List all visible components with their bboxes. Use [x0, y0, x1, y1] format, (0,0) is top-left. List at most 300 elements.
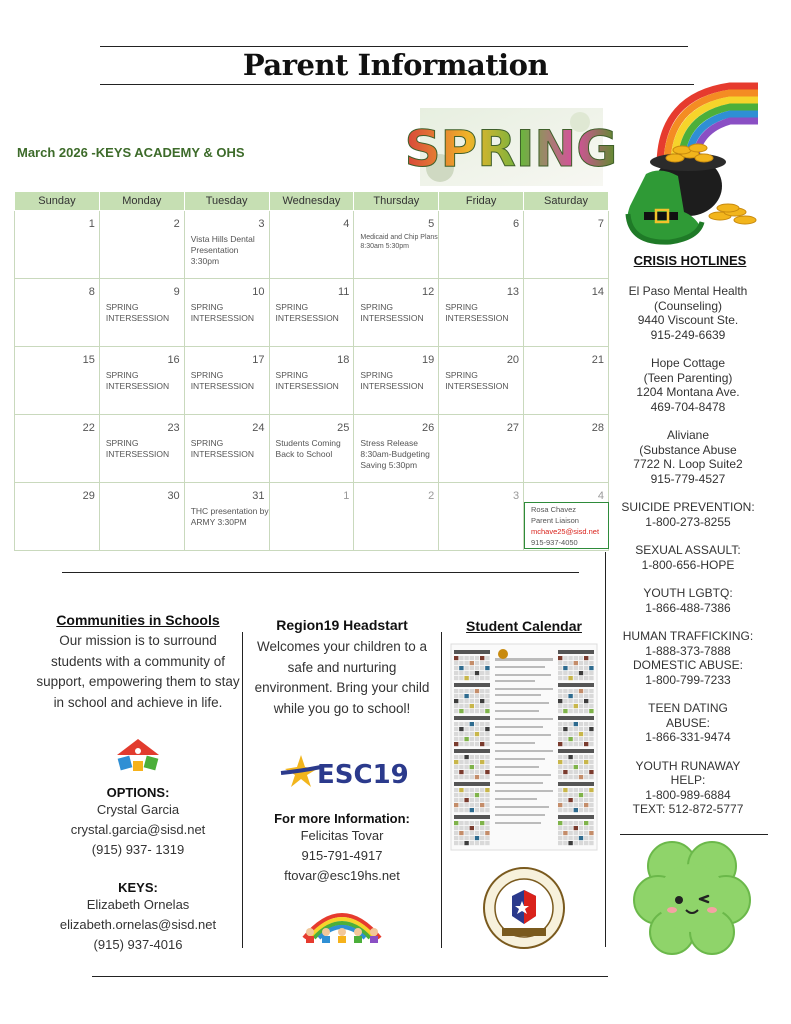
mini-month-day [485, 656, 489, 660]
mini-month-day [584, 836, 588, 840]
mini-month-day [574, 704, 578, 708]
mini-month-day [485, 689, 489, 693]
weekday-monday: Monday [99, 192, 184, 211]
hotline-line: SEXUAL ASSAULT: [635, 543, 741, 557]
mini-month-day [464, 676, 468, 680]
mini-month-day [485, 661, 489, 665]
event-intersession: SPRING INTERSESSION [275, 302, 339, 323]
mini-month-day [470, 821, 474, 825]
mini-month-day [574, 732, 578, 736]
mini-month-day [568, 656, 572, 660]
mini-month-day [589, 770, 593, 774]
mini-month-day [459, 722, 463, 726]
mini-month-day [454, 831, 458, 835]
hotline-line: SUICIDE PREVENTION: [621, 500, 755, 514]
week-row [15, 211, 609, 279]
mini-month-day [480, 788, 484, 792]
mini-month-day [485, 808, 489, 812]
mini-month-day [459, 760, 463, 764]
hotline-line: 9440 Viscount Ste. [637, 313, 739, 327]
mini-month-day [459, 788, 463, 792]
mini-month-day [558, 732, 562, 736]
day-cell [439, 211, 524, 279]
mini-month-day [459, 836, 463, 840]
keys-contact-phone: (915) 937-4016 [93, 937, 183, 952]
event-stress-release: Stress Release 8:30am-Budgeting Saving 5:30pm [360, 438, 430, 470]
mini-month-day [579, 694, 583, 698]
hotline-line: 1-800-273-8255 [645, 514, 731, 529]
weekday-thursday: Thursday [354, 192, 439, 211]
mini-month-day [470, 836, 474, 840]
mini-month-day [589, 661, 593, 665]
day-cell [184, 211, 269, 279]
title-bottom-rule [100, 84, 694, 85]
mini-month-day [579, 699, 583, 703]
mini-month-day [589, 732, 593, 736]
mini-month-day [563, 704, 567, 708]
mini-month-day [568, 803, 572, 807]
mini-month-day [558, 709, 562, 713]
mini-month-day [454, 737, 458, 741]
mini-month-day [475, 737, 479, 741]
page-title: Parent Information [242, 48, 549, 82]
mini-month-day [579, 742, 583, 746]
day-cell [99, 483, 184, 551]
mini-month-day [584, 737, 588, 741]
mini-month-day [454, 709, 458, 713]
mini-month-day [558, 727, 562, 731]
mini-month-day [563, 722, 567, 726]
mini-month-day [584, 709, 588, 713]
mini-month-day [485, 821, 489, 825]
hotline-line: 915-779-4527 [650, 471, 726, 486]
weekday-tuesday: Tuesday [184, 192, 269, 211]
mini-month-day [485, 699, 489, 703]
mini-month-day [480, 770, 484, 774]
hotline-line: Aliviane [666, 428, 710, 442]
day-cell [524, 347, 609, 415]
mini-month-day [454, 656, 458, 660]
mini-month-day [558, 765, 562, 769]
hotline-hope-cottage [608, 356, 768, 414]
mini-month-day [589, 666, 593, 670]
mini-month-day [579, 788, 583, 792]
mini-month-day [464, 826, 468, 830]
cis-title: Communities in Schools [56, 612, 220, 628]
mini-month-day [480, 689, 484, 693]
mini-month-day [584, 808, 588, 812]
mini-month-day [464, 661, 468, 665]
mini-month-day [589, 808, 593, 812]
mini-month-day [470, 694, 474, 698]
mini-month-day [558, 676, 562, 680]
mini-month-day [579, 676, 583, 680]
mini-month-day [454, 661, 458, 665]
mini-month-day [454, 798, 458, 802]
mini-month-day [589, 775, 593, 779]
day-cell [99, 211, 184, 279]
mini-month-day [589, 727, 593, 731]
mini-month-day [584, 765, 588, 769]
mini-month-day [579, 661, 583, 665]
mini-month-day [485, 765, 489, 769]
mini-month-day [485, 755, 489, 759]
mini-month-day [574, 775, 578, 779]
mini-month-day [563, 656, 567, 660]
mini-month-day [574, 755, 578, 759]
mini-month-day [454, 760, 458, 764]
mini-month-day [470, 831, 474, 835]
cis-logo-icon [107, 731, 169, 779]
mini-month-day [574, 709, 578, 713]
weekday-saturday: Saturday [524, 192, 609, 211]
mini-month-day [485, 831, 489, 835]
mini-month-day [558, 737, 562, 741]
hotline-line: (Counseling) [653, 298, 723, 313]
mini-month-day [574, 793, 578, 797]
mini-month-day [470, 788, 474, 792]
mini-month-day [558, 704, 562, 708]
mini-month-day [568, 699, 572, 703]
mini-month-day [480, 671, 484, 675]
mini-month-day [464, 765, 468, 769]
day-cell [269, 483, 354, 551]
mini-month-day [568, 742, 572, 746]
mini-month-day [579, 803, 583, 807]
mini-month-day [475, 709, 479, 713]
mini-month-day [454, 689, 458, 693]
spring-banner-image [404, 108, 618, 186]
mini-month-day [558, 755, 562, 759]
mini-month-day [480, 831, 484, 835]
mini-month-day [480, 755, 484, 759]
options-heading: OPTIONS: [106, 785, 170, 800]
mini-month-day [568, 676, 572, 680]
mini-month-day [485, 742, 489, 746]
mini-month-day [454, 836, 458, 840]
mini-month-day [568, 737, 572, 741]
mini-month-day [459, 709, 463, 713]
mini-month-day [485, 666, 489, 670]
mini-month-day [459, 775, 463, 779]
day-number: 25 [337, 422, 350, 434]
hotline-youth-lgbtq [608, 586, 768, 615]
mini-month-day [475, 727, 479, 731]
mini-month-day [480, 803, 484, 807]
liaison-role: Parent Liaison [531, 516, 579, 525]
mini-month-day [480, 732, 484, 736]
event-intersession: SPRING INTERSESSION [445, 370, 509, 391]
region19-description: Welcomes your children to a safe and nurturing environment. Bring your child while you go to school! [254, 639, 430, 716]
day-cell [354, 347, 439, 415]
day-number: 30 [167, 490, 180, 502]
hotline-line: HUMAN TRAFFICKING: [622, 629, 754, 643]
column-divider-right [441, 632, 442, 948]
day-cell [99, 347, 184, 415]
mini-month-day [480, 709, 484, 713]
day-number: 15 [82, 354, 95, 366]
mini-month-day [454, 666, 458, 670]
event-intersession: SPRING INTERSESSION [360, 302, 424, 323]
day-cell [354, 211, 439, 279]
mini-month-day [589, 656, 593, 660]
mini-month-day [574, 689, 578, 693]
mini-month-day [475, 666, 479, 670]
mini-month-day [470, 722, 474, 726]
mini-month-day [470, 699, 474, 703]
mini-month-day [584, 760, 588, 764]
week-row [15, 483, 609, 551]
day-cell [184, 279, 269, 347]
mini-month-day [584, 704, 588, 708]
mini-month-day [579, 826, 583, 830]
day-number: 18 [337, 354, 350, 366]
march-calendar [14, 191, 609, 551]
mini-month-day [470, 808, 474, 812]
mini-month-day [558, 694, 562, 698]
day-cell [354, 279, 439, 347]
day-number: 5 [428, 218, 435, 230]
hotline-line: 469-704-8478 [650, 399, 726, 414]
mini-month-day [470, 841, 474, 845]
column-divider-left [242, 632, 243, 948]
keys-heading: KEYS: [118, 880, 158, 895]
cis-mission: Our mission is to surround students with a community of support, empowering them to stay in school and achieve in life. [36, 633, 240, 710]
region19-contact-email: ftovar@esc19hs.net [284, 868, 400, 883]
crisis-bottom-rule [620, 834, 768, 835]
mini-month-day [584, 770, 588, 774]
mini-month-day [568, 755, 572, 759]
day-number: 1 [88, 218, 95, 230]
day-cell [15, 211, 100, 279]
mini-month-day [475, 803, 479, 807]
mini-month-day [470, 737, 474, 741]
mini-month-day [563, 727, 567, 731]
day-number: 16 [167, 354, 180, 366]
hotline-youth-runaway [608, 759, 768, 817]
weekday-header-row [15, 192, 609, 211]
mini-month-day [558, 836, 562, 840]
sisd-seal-icon [482, 866, 566, 950]
mini-month-day [574, 803, 578, 807]
mini-month-day [568, 775, 572, 779]
mini-month-day [579, 821, 583, 825]
mini-month-day [558, 671, 562, 675]
hotline-line: 915-249-6639 [650, 327, 726, 342]
mini-month-day [480, 722, 484, 726]
event-intersession: SPRING INTERSESSION [360, 370, 424, 391]
mini-month-header [454, 650, 490, 654]
mini-month-day [454, 755, 458, 759]
mini-month-day [579, 760, 583, 764]
day-cell [524, 211, 609, 279]
mini-month-day [574, 836, 578, 840]
mini-month-day [475, 841, 479, 845]
day-cell [354, 415, 439, 483]
event-intersession: SPRING INTERSESSION [105, 302, 170, 323]
mini-month-day [464, 760, 468, 764]
mini-month-day [584, 742, 588, 746]
mini-month-day [470, 793, 474, 797]
mini-month-day [563, 661, 567, 665]
hotline-line: YOUTH LGBTQ: [643, 586, 733, 600]
mini-month-day [464, 656, 468, 660]
mini-month-day [464, 732, 468, 736]
mini-month-day [485, 770, 489, 774]
mini-month-day [579, 732, 583, 736]
mini-month-day [563, 821, 567, 825]
day-number: 6 [512, 218, 520, 230]
mini-month-day [574, 831, 578, 835]
day-cell [15, 279, 100, 347]
mini-month-day [485, 803, 489, 807]
day-cell [439, 483, 524, 551]
mini-month-day [584, 732, 588, 736]
mini-month-day [475, 770, 479, 774]
weekday-friday: Friday [439, 192, 524, 211]
mini-month-day [454, 821, 458, 825]
mini-month-day [480, 661, 484, 665]
day-number: 22 [82, 422, 95, 434]
mini-month-header [454, 716, 490, 720]
mini-month-day [454, 722, 458, 726]
mini-month-day [454, 808, 458, 812]
mini-month-day [470, 671, 474, 675]
hotline-mental-health [608, 284, 768, 342]
mini-month-day [589, 709, 593, 713]
mini-month-day [584, 699, 588, 703]
day-cell [15, 347, 100, 415]
hotline-line: 1-888-373-7888 [645, 643, 731, 658]
mini-month-day [464, 742, 468, 746]
mini-month-day [579, 666, 583, 670]
region19-title: Region19 Headstart [276, 617, 408, 633]
mini-month-day [568, 831, 572, 835]
mini-month-day [459, 770, 463, 774]
mini-month-day [579, 765, 583, 769]
mini-month-day [475, 689, 479, 693]
mini-month-day [475, 808, 479, 812]
event-thc-presentation: THC presentation by ARMY 3:30PM [190, 506, 269, 527]
mini-month-day [470, 755, 474, 759]
mini-month-day [589, 841, 593, 845]
mini-month-day [584, 689, 588, 693]
mini-month-day [574, 788, 578, 792]
mini-month-day [589, 722, 593, 726]
hotline-domestic-abuse [608, 658, 768, 687]
mini-month-day [480, 656, 484, 660]
mini-month-day [475, 704, 479, 708]
mini-month-day [454, 699, 458, 703]
event-back-to-school: Students Coming Back to School [275, 438, 341, 459]
mini-month-day [454, 676, 458, 680]
mini-month-day [568, 694, 572, 698]
mini-month-day [485, 732, 489, 736]
mini-month-day [480, 836, 484, 840]
crisis-hotlines-list [608, 284, 768, 831]
mini-month-day [574, 808, 578, 812]
day-number: 4 [597, 490, 604, 502]
mini-month-day [558, 666, 562, 670]
mini-month-header [454, 815, 490, 819]
day-number: 24 [252, 422, 265, 434]
mini-month-day [579, 727, 583, 731]
mini-month-day [589, 676, 593, 680]
weekday-wednesday: Wednesday [269, 192, 354, 211]
mini-month-day [574, 841, 578, 845]
mini-month-header [454, 683, 490, 687]
mini-month-day [584, 666, 588, 670]
mini-month-day [480, 727, 484, 731]
mini-month-day [475, 722, 479, 726]
mini-month-day [480, 694, 484, 698]
mini-month-day [568, 760, 572, 764]
mini-month-day [464, 798, 468, 802]
day-number: 13 [506, 286, 520, 298]
day-cell [269, 211, 354, 279]
mini-month-day [470, 704, 474, 708]
mini-month-day [475, 699, 479, 703]
mini-month-day [574, 826, 578, 830]
mini-month-day [464, 821, 468, 825]
mini-month-day [584, 803, 588, 807]
mini-month-day [558, 831, 562, 835]
mini-month-header [558, 749, 594, 753]
mini-month-day [480, 793, 484, 797]
student-calendar-section [450, 618, 598, 950]
mini-month-day [464, 803, 468, 807]
mini-month-day [563, 793, 567, 797]
mini-month-day [485, 709, 489, 713]
mini-month-day [579, 709, 583, 713]
mini-month-day [459, 676, 463, 680]
mini-month-header [454, 782, 490, 786]
mini-month-day [459, 661, 463, 665]
hotline-aliviane [608, 428, 768, 486]
mini-month-day [459, 727, 463, 731]
mini-month-day [475, 732, 479, 736]
mini-month-day [584, 755, 588, 759]
mini-month-day [470, 770, 474, 774]
mini-month-day [563, 770, 567, 774]
keys-contact-name: Elizabeth Ornelas [86, 897, 190, 912]
mini-month-day [584, 661, 588, 665]
day-number: 23 [167, 422, 180, 434]
mini-month-day [563, 826, 567, 830]
day-cell [439, 279, 524, 347]
day-cell [439, 347, 524, 415]
mini-month-day [574, 737, 578, 741]
hotline-sexual-assault [608, 543, 768, 572]
mini-month-day [459, 798, 463, 802]
mini-month-day [579, 737, 583, 741]
mini-month-header [558, 782, 594, 786]
day-number: 11 [337, 286, 350, 298]
mini-month-day [584, 671, 588, 675]
mini-month-day [459, 656, 463, 660]
mini-month-header [558, 716, 594, 720]
mini-month-day [454, 793, 458, 797]
clover-icon [632, 838, 752, 958]
mini-month-day [454, 727, 458, 731]
mini-month-day [584, 722, 588, 726]
mini-month-day [459, 831, 463, 835]
day-number: 12 [421, 286, 435, 298]
crisis-hotlines-title: CRISIS HOTLINES [633, 253, 747, 268]
day-number: 8 [88, 286, 95, 298]
mini-month-day [584, 727, 588, 731]
student-calendar-thumbnail [451, 644, 597, 850]
